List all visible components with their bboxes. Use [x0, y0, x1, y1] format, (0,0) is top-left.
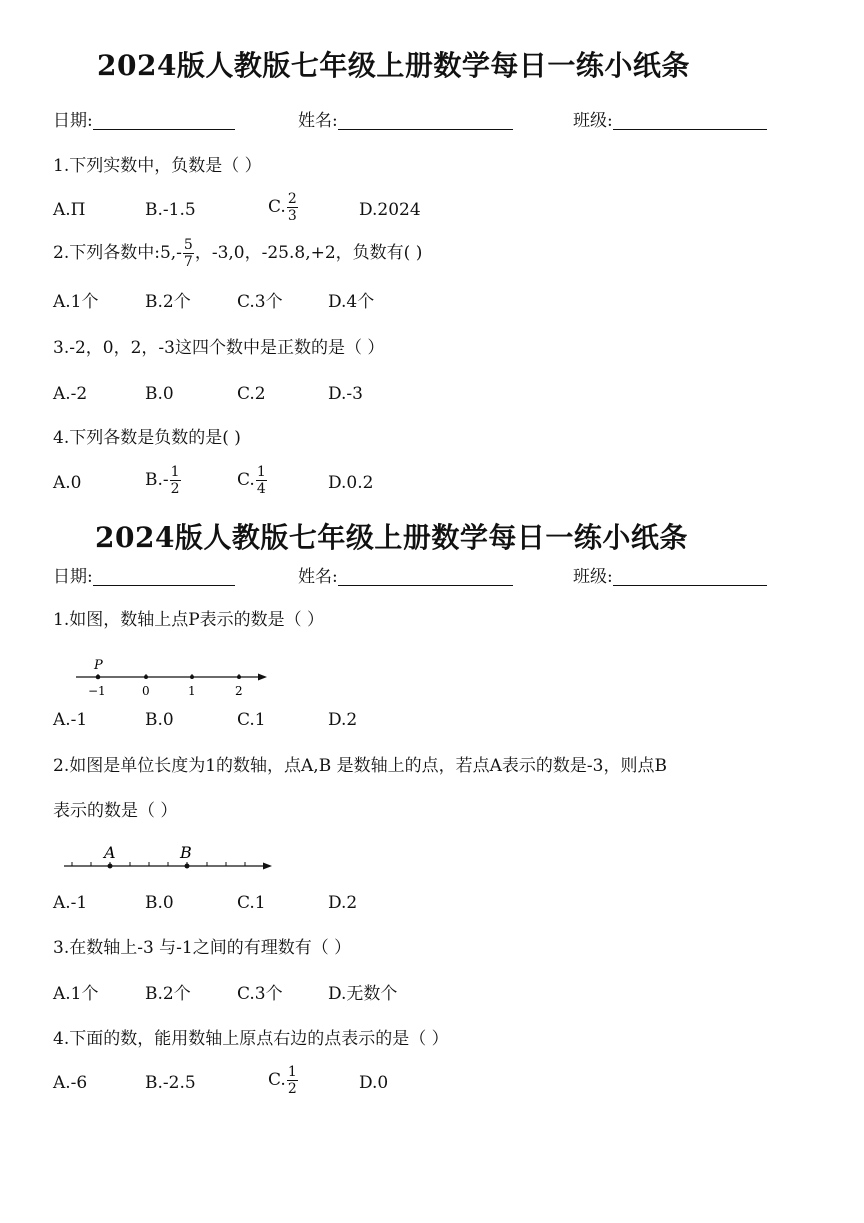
- s2-q4-text: 4.下面的数，能用数轴上原点右边的点表示的是（ ）: [53, 1029, 449, 1049]
- sheet1-name-row: [298, 113, 513, 130]
- fraction-denominator: 4: [256, 481, 266, 497]
- point: [190, 675, 194, 679]
- s2-q1-option-c[interactable]: C.1: [237, 710, 266, 730]
- s1-q4-option-b[interactable]: [145, 465, 182, 496]
- q2-prefix: 2.下列各数中:5,-: [53, 243, 182, 263]
- s2-q3-option-d[interactable]: D.无数个: [328, 984, 398, 1004]
- s1-q1-option-a[interactable]: A.Π: [53, 200, 86, 220]
- s2-q2-option-b[interactable]: B.0: [145, 893, 174, 913]
- s1-q2-text: [53, 238, 422, 269]
- fraction-numerator: 5: [183, 237, 193, 253]
- date-field[interactable]: [93, 569, 235, 586]
- option-b-prefix: B.-: [145, 470, 169, 490]
- date-field[interactable]: [93, 113, 235, 130]
- class-label: 班级:: [573, 111, 613, 131]
- sheet2-name-row: [298, 569, 513, 586]
- s1-q1-option-c[interactable]: [268, 192, 299, 223]
- s2-q3-option-c[interactable]: C.3个: [237, 984, 283, 1004]
- fraction-denominator: 2: [287, 1081, 297, 1097]
- s1-q3-option-b[interactable]: B.0: [145, 384, 174, 404]
- name-field[interactable]: [338, 113, 513, 130]
- s1-q3-option-a[interactable]: A.-2: [53, 384, 88, 404]
- s2-q4-option-d[interactable]: D.0: [359, 1073, 389, 1093]
- tick-label: 1: [188, 684, 196, 698]
- point-p-label: P: [94, 658, 103, 673]
- fraction-numerator: 1: [256, 464, 266, 480]
- s2-q1-option-b[interactable]: B.0: [145, 710, 174, 730]
- fraction-numerator: 2: [287, 191, 297, 207]
- date-label: 日期:: [53, 111, 93, 131]
- point-a-label: A: [104, 843, 116, 862]
- class-field[interactable]: [613, 569, 767, 586]
- name-field[interactable]: [338, 569, 513, 586]
- s2-q2-text-line1: 2.如图是单位长度为1的数轴，点A,B 是数轴上的点，若点A表示的数是-3，则点B: [53, 756, 667, 776]
- s2-q4-option-b[interactable]: B.-2.5: [145, 1073, 196, 1093]
- option-c-prefix: C.: [268, 1070, 286, 1090]
- name-label: 姓名:: [298, 111, 338, 131]
- s2-q4-option-c[interactable]: [268, 1065, 299, 1096]
- fraction-numerator: 1: [287, 1064, 297, 1080]
- tick-label: 0: [142, 684, 150, 698]
- s1-q2-option-d[interactable]: D.4个: [328, 292, 375, 312]
- s1-q4-option-a[interactable]: A.0: [53, 473, 82, 493]
- point-b-label: B: [180, 843, 192, 862]
- s2-q4-option-a[interactable]: A.-6: [53, 1073, 88, 1093]
- sheet1-title: 2024版人教版七年级上册数学每日一练小纸条: [97, 49, 690, 82]
- point-b: [185, 864, 190, 869]
- fraction-denominator: 3: [287, 208, 297, 224]
- s1-q2-option-a[interactable]: A.1个: [53, 292, 99, 312]
- axis-arrow: [263, 863, 272, 870]
- tick-label: 2: [235, 684, 243, 698]
- s1-q1-text: 1.下列实数中，负数是（ ）: [53, 156, 262, 176]
- point: [144, 675, 148, 679]
- s2-q3-option-a[interactable]: A.1个: [53, 984, 99, 1004]
- option-c-prefix: C.: [237, 470, 255, 490]
- class-field[interactable]: [613, 113, 767, 130]
- s1-q4-option-d[interactable]: D.0.2: [328, 473, 374, 493]
- s2-q2-option-c[interactable]: C.1: [237, 893, 266, 913]
- s1-q3-option-d[interactable]: D.-3: [328, 384, 363, 404]
- sheet2-date-row: [53, 569, 235, 586]
- s1-q1-option-d[interactable]: D.2024: [359, 200, 421, 220]
- number-line-figure-2: [60, 838, 280, 878]
- s2-q1-text: 1.如图，数轴上点P表示的数是（ ）: [53, 610, 325, 630]
- date-label: 日期:: [53, 567, 93, 587]
- fraction: [170, 465, 181, 496]
- fraction: [287, 192, 298, 223]
- s1-q3-option-c[interactable]: C.2: [237, 384, 266, 404]
- s1-q3-text: 3.-2，0，2，-3这四个数中是正数的是（ ）: [53, 338, 385, 358]
- name-label: 姓名:: [298, 567, 338, 587]
- sheet1-date-row: [53, 113, 235, 130]
- q2-suffix: ，-3,0，-25.8,+2，负数有( ): [194, 243, 423, 263]
- number-line-figure-1: [70, 654, 275, 700]
- s2-q1-option-a[interactable]: A.-1: [53, 710, 88, 730]
- class-label: 班级:: [573, 567, 613, 587]
- point-a: [108, 864, 113, 869]
- sheet2-title: 2024版人教版七年级上册数学每日一练小纸条: [95, 521, 688, 554]
- fraction-denominator: 2: [170, 481, 180, 497]
- s1-q4-option-c[interactable]: [237, 465, 268, 496]
- s1-q2-option-b[interactable]: B.2个: [145, 292, 191, 312]
- point: [237, 675, 241, 679]
- s2-q1-option-d[interactable]: D.2: [328, 710, 358, 730]
- s1-q1-option-b[interactable]: B.-1.5: [145, 200, 196, 220]
- sheet1-class-row: [573, 113, 767, 130]
- option-c-prefix: C.: [268, 197, 286, 217]
- sheet2-class-row: [573, 569, 767, 586]
- s2-q2-option-d[interactable]: D.2: [328, 893, 358, 913]
- s1-q4-text: 4.下列各数是负数的是( ): [53, 428, 241, 448]
- axis-arrow: [258, 674, 267, 681]
- fraction-numerator: 1: [170, 464, 180, 480]
- s2-q3-text: 3.在数轴上-3 与-1之间的有理数有（ ）: [53, 938, 352, 958]
- point-p: [96, 675, 101, 680]
- s1-q2-option-c[interactable]: C.3个: [237, 292, 283, 312]
- fraction: [183, 238, 194, 269]
- s2-q3-option-b[interactable]: B.2个: [145, 984, 191, 1004]
- fraction: [256, 465, 267, 496]
- fraction: [287, 1065, 298, 1096]
- s2-q2-text-line2: 表示的数是（ ）: [53, 801, 178, 821]
- s2-q2-option-a[interactable]: A.-1: [53, 893, 88, 913]
- fraction-denominator: 7: [183, 254, 193, 270]
- tick-label: −1: [88, 684, 106, 698]
